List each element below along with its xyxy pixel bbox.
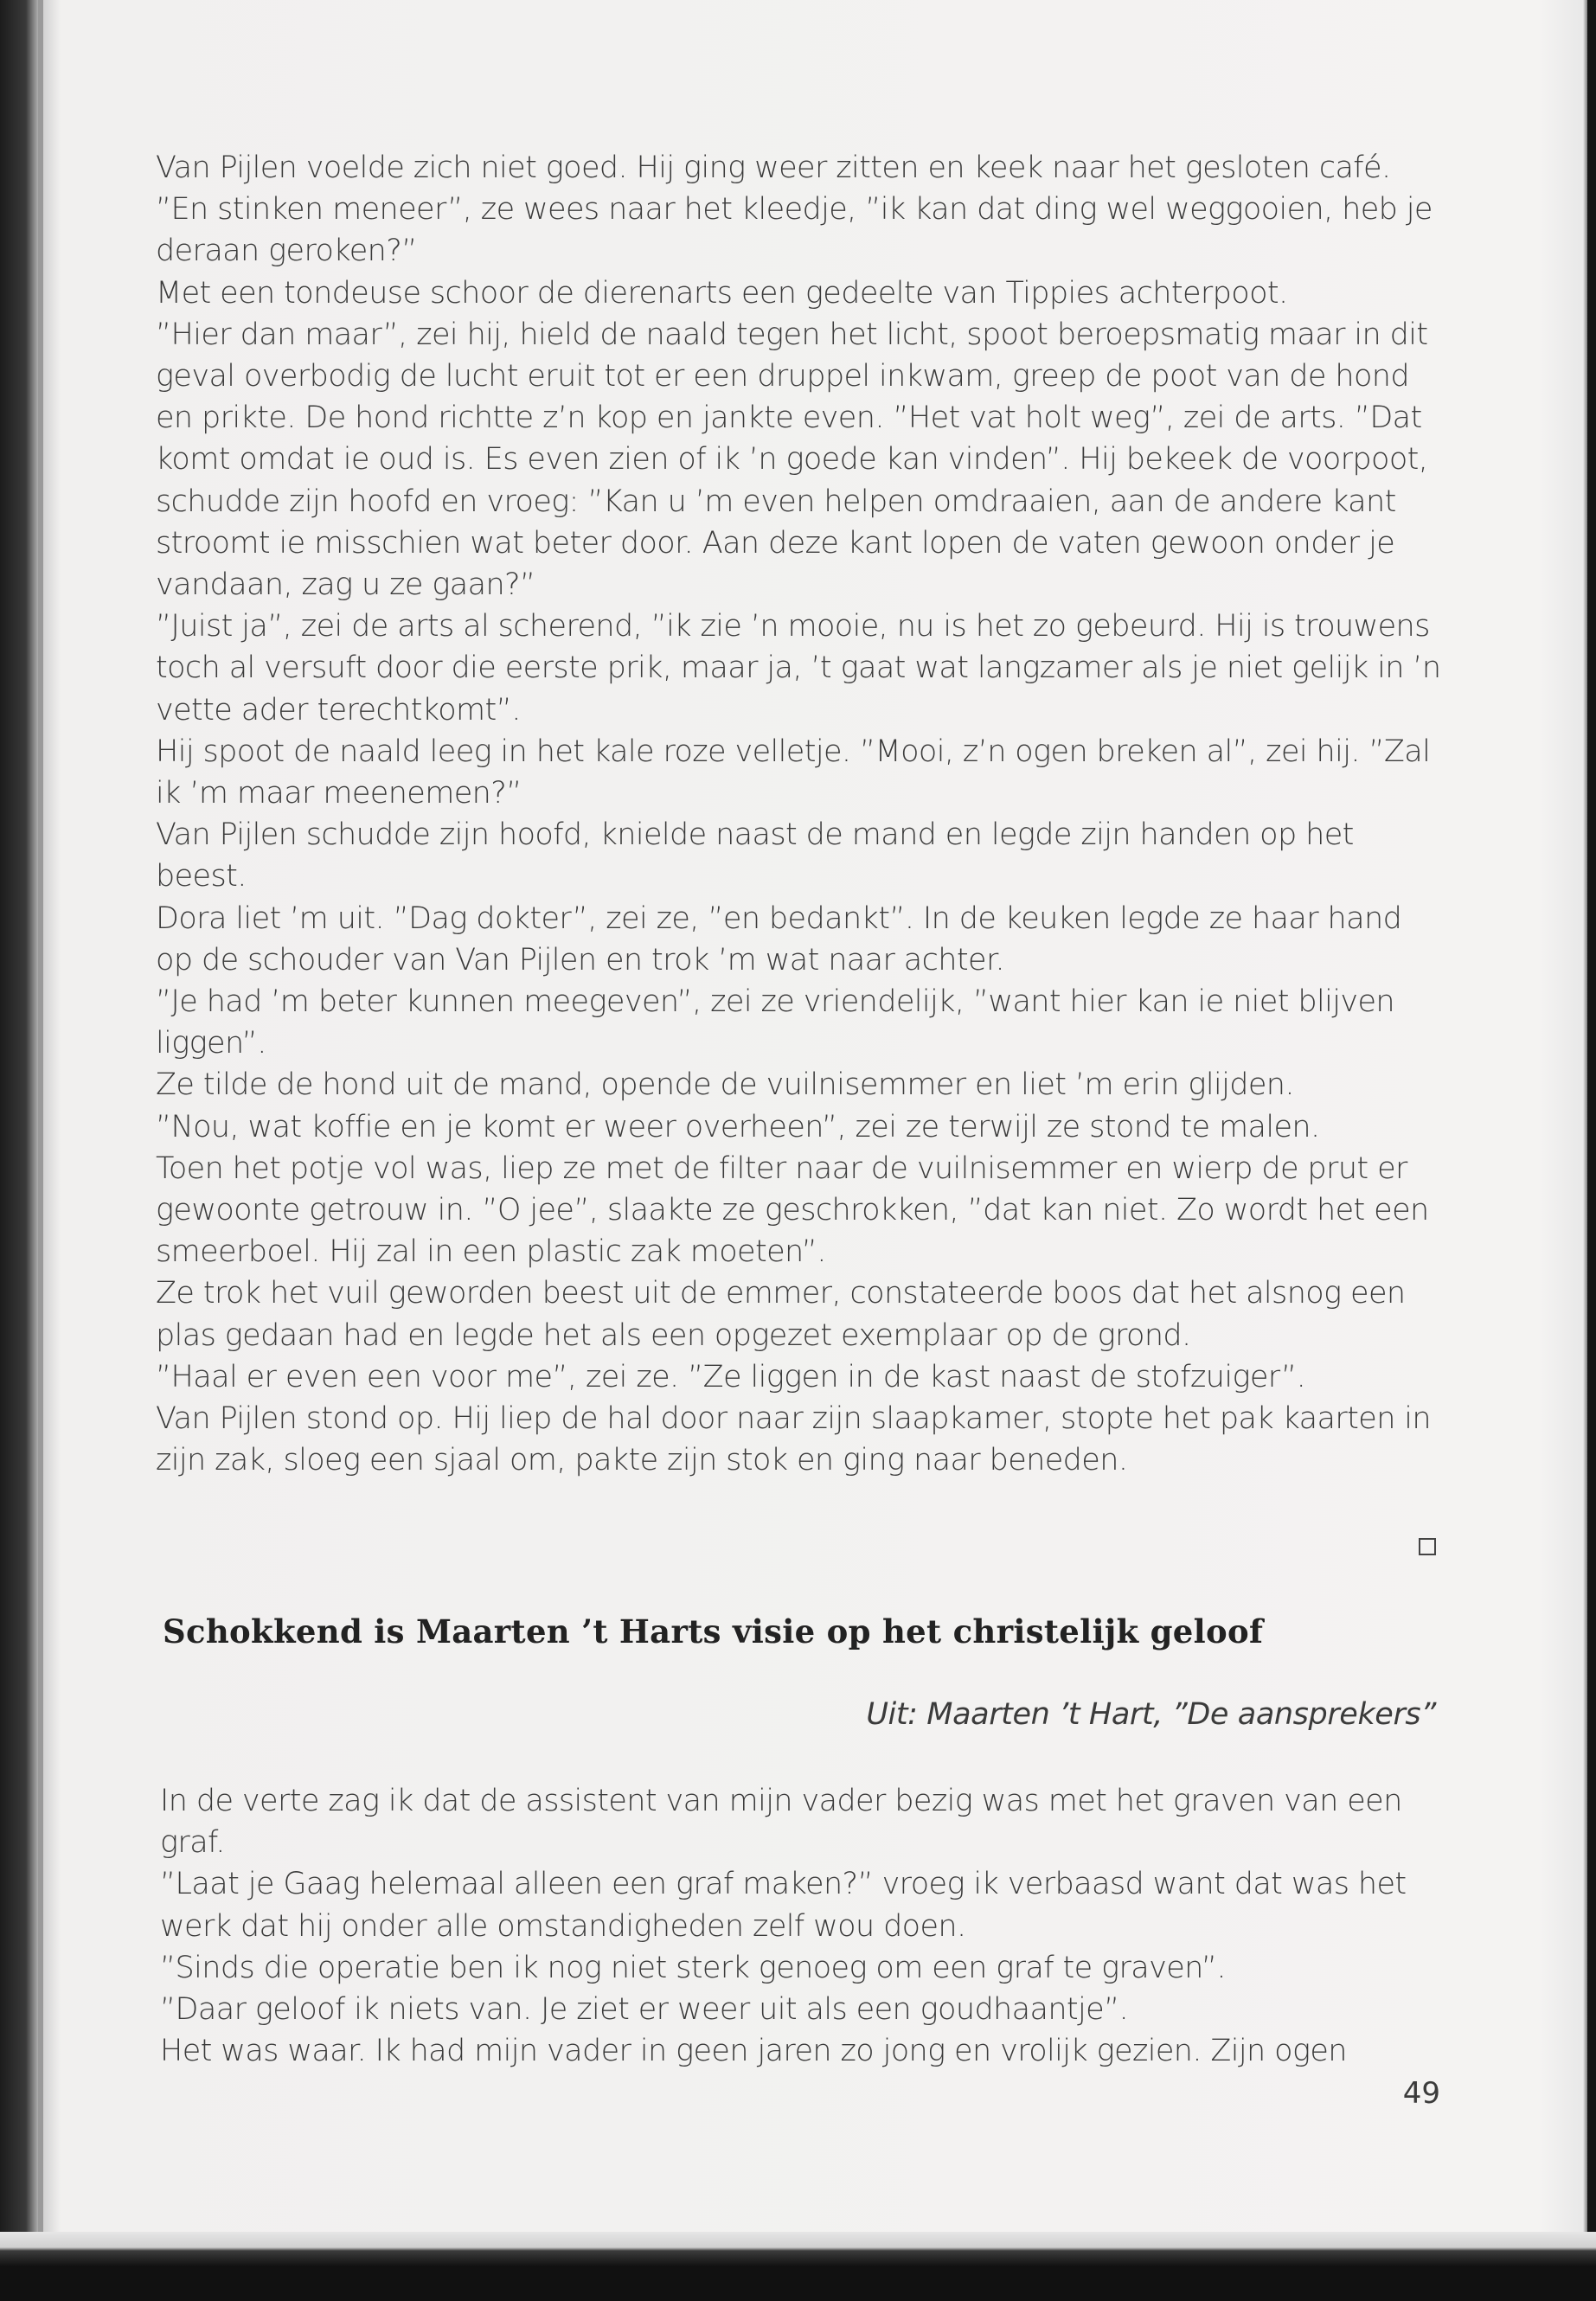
paragraph: ”Je had ’m beter kunnen meegeven”, zei ze vriendelijk, ”want hier kan ie niet blijven liggen”. (156, 984, 1394, 1061)
paragraph: ”Haal er even een voor me”, zei ze. ”Ze liggen in de kast naast de stofzuiger”. (156, 1359, 1306, 1394)
right-scan-border (1587, 0, 1596, 2301)
paragraph: ”Daar geloof ik niets van. Je ziet er weer uit als een goudhaantje”. (160, 1992, 1129, 2028)
paragraph: ”Juist ja”, zei de arts al scherend, ”ik zie ’n mooie, nu is het zo gebeurd. Hij is trouwens toch al versuft door die eerste prik, maar ja, ’t gaat wat langzamer als je niet gelijk in ’n vette ader terechtkomt”. (156, 609, 1441, 727)
end-of-story-square-icon (1419, 1538, 1436, 1555)
paragraph: Ze tilde de hond uit de mand, opende de vuilnisemmer en liet ’m erin glijden. (156, 1067, 1294, 1103)
paragraph: Toen het potje vol was, liep ze met de filter naar de vuilnisemmer en wierp de prut er gewoonte getrouw in. ”O jee”, slaakte ze geschrokken, ”dat kan niet. Zo wordt het een smeerboel. Hij zal in een plastic zak moeten”. (156, 1150, 1429, 1270)
paragraph: Met een tondeuse schoor de dierenarts een gedeelte van Tippies achterpoot. (156, 275, 1288, 311)
paragraph: ”Nou, wat koffie en je komt er weer overheen”, zei ze terwijl ze stond te malen. (156, 1109, 1320, 1144)
paragraph: Van Pijlen schudde zijn hoofd, knielde naast de mand en legde zijn handen op het beest. (156, 817, 1354, 894)
story-text-part-2 (160, 1780, 1445, 2072)
source-attribution: Uit: Maarten ’t Hart, ”De aansprekers” (866, 1697, 1436, 1732)
paragraph: ”En stinken meneer”, ze wees naar het kleedje, ”ik kan dat ding wel weggooien, heb je deraan geroken?” (156, 192, 1433, 269)
paragraph: Ze trok het vuil geworden beest uit de emmer, constateerde boos dat het alsnog een plas gedaan had en legde het als een opgezet exemplaar op de grond. (156, 1276, 1406, 1353)
scan-bottom-border (0, 2232, 1596, 2301)
paragraph: Het was waar. Ik had mijn vader in geen jaren zo jong en vrolijk gezien. Zijn ogen (160, 2034, 1347, 2069)
paragraph: ”Laat je Gaag helemaal alleen een graf maken?” vroeg ik verbaasd want dat was het werk dat hij onder alle omstandigheden zelf wou doen. (160, 1867, 1407, 1944)
paragraph: Van Pijlen stond op. Hij liep de hal door naar zijn slaapkamer, stopte het pak kaarten in zijn zak, sloeg een sjaal om, pakte zijn stok en ging naar beneden. (156, 1401, 1432, 1478)
paragraph: Van Pijlen voelde zich niet goed. Hij ging weer zitten en keek naar het gesloten café. (156, 151, 1391, 185)
paragraph: ”Hier dan maar”, zei hij, hield de naald tegen het licht, spoot beroepsmatig maar in dit geval overbodig de lucht eruit tot er een druppel inkwam, greep de poot van de hond en prikte. De hond richtte z’n kop en jankte even. ”Het vat holt weg”, zei de arts. ”Dat komt omdat ie oud is. Es even zien of ik ’n goede kan vinden”. Hij bekeek de voorpoot, schudde zijn hoofd en vroeg: ”Kan u ’m even helpen omdraaien, aan de andere kant stroomt ie misschien wat beter door. Aan deze kant lopen de vaten gewoon onder je vandaan, zag u ze gaan?” (156, 317, 1428, 603)
story-text-part-1 (156, 147, 1445, 1482)
page-number: 49 (1402, 2076, 1440, 2111)
paragraph: ”Sinds die operatie ben ik nog niet sterk genoeg om een graf te graven”. (160, 1950, 1226, 1985)
paragraph: Dora liet ’m uit. ”Dag dokter”, zei ze, ”en bedankt”. In de keuken legde ze haar hand op de schouder van Van Pijlen en trok ’m wat naar achter. (156, 901, 1402, 977)
binding-edge (38, 0, 43, 2301)
paragraph: In de verte zag ik dat de assistent van mijn vader bezig was met het graven van een graf. (160, 1784, 1402, 1861)
paragraph: Hij spoot de naald leeg in het kale roze velletje. ”Mooi, z’n ogen breken al”, zei hij. ”Zal ik ’m maar meenemen?” (156, 734, 1431, 811)
section-heading: Schokkend is Maarten ’t Harts visie op het christelijk geloof (163, 1612, 1264, 1650)
